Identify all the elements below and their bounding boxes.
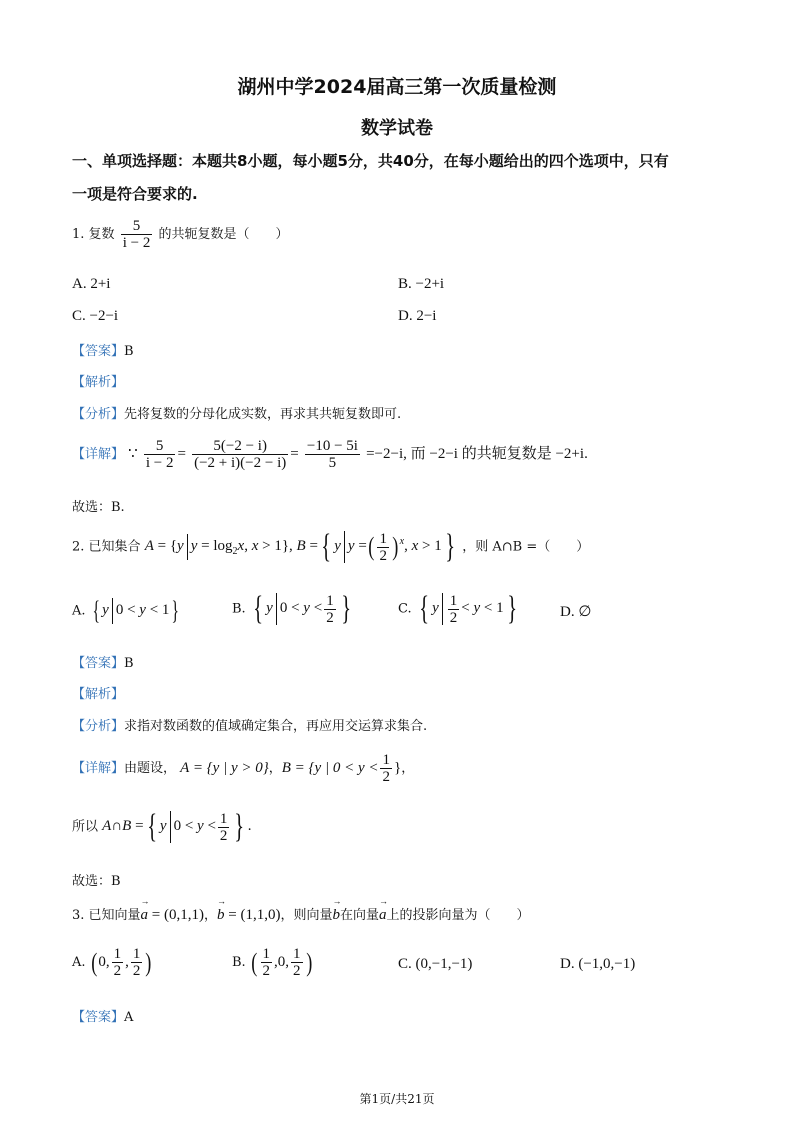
q1-conclusion: 故选：B. [72, 500, 125, 515]
q3-answer: 【答案】A [72, 1010, 134, 1025]
q2-option-d: D. ∅ [560, 604, 592, 620]
q1-fraction: $\frac{5}{i - 2}$ [122, 218, 151, 251]
page-subtitle: 数学试卷 [361, 118, 433, 139]
q3-option-d: D. (−1,0,−1) [560, 956, 636, 972]
q2-result: 所以 A∩B ={ y 0 < y < $\frac{1}{2}$ } . [72, 808, 252, 845]
section-heading-line1: 一、单项选择题：本题共8小题，每小题5分，共40分，在每小题给出的四个选项中，只有 [72, 152, 669, 170]
q1-fenxi: 【分析】先将复数的分母化成实数，再求其共轭复数即可. [72, 407, 402, 422]
q2-conclusion: 故选：B [72, 874, 121, 889]
q3-option-a: A. (0, $\frac{1}{2}$ , $\frac{1}{2}$ ) [72, 946, 152, 979]
page-title: 湖州中学2024届高三第一次质量检测 [237, 76, 557, 98]
q3-option-c: C. (0,−1,−1) [398, 956, 473, 972]
q1-answer: 【答案】B [72, 344, 134, 359]
q2-option-c: C. { y $\frac{1}{2}$ < y < 1} [398, 590, 517, 627]
q1-option-b: B. −2+i [398, 276, 445, 292]
q1-analysis-label: 【解析】 [72, 375, 125, 390]
q2-detail: 【详解】由题设， A = {y | y > 0}，B = {y | 0 < y < $\frac{1}{2}$ }， [72, 752, 415, 785]
q2-option-a: A. { y 0 < y < 1} [72, 596, 180, 625]
q2-stem: 2. 已知集合 A = {y $y = \log_2x$, x > 1}, B ={ y y =( $\frac{1}{2}$ )$^x$, x > 1} ，则 A∩B =（ ） [72, 528, 590, 565]
q1-option-a: A. 2+i [72, 276, 111, 292]
q2-option-b: B. { y 0 < y < $\frac{1}{2}$ } [232, 590, 351, 627]
q2-analysis-label: 【解析】 [72, 687, 125, 702]
q3-option-b: B. ( $\frac{1}{2}$ ,0, $\frac{1}{2}$ ) [232, 946, 312, 979]
q1-stem: 1. 复数 $\frac{5}{i - 2}$ 的共轭复数是（ ） [72, 218, 289, 251]
section-heading-line2: 一项是符合要求的. [72, 185, 198, 203]
page-footer: 第1页/共21页 [359, 1092, 435, 1106]
q2-fenxi: 【分析】求指对数函数的值域确定集合，再应用交运算求集合. [72, 719, 428, 734]
q1-option-d: D. 2−i [398, 308, 437, 324]
q1-option-c: C. −2−i [72, 308, 119, 324]
q3-stem: 3. 已知向量→ a = (0,1,1)，→ b = (1,1,0)，则向量→ b在向量→ a上的投影向量为（ ） [72, 904, 530, 924]
q1-detail: 【详解】 ∵ $\frac{5}{i - 2}$ = $\frac{5(-2 - i)}{(-2 + i)(-2 - i)}$ = $\frac{-10 - 5i}{5}$ =−2−i, 而 −2−i 的共轭复数是 −2+i. [72, 438, 588, 471]
q2-answer: 【答案】B [72, 656, 134, 671]
